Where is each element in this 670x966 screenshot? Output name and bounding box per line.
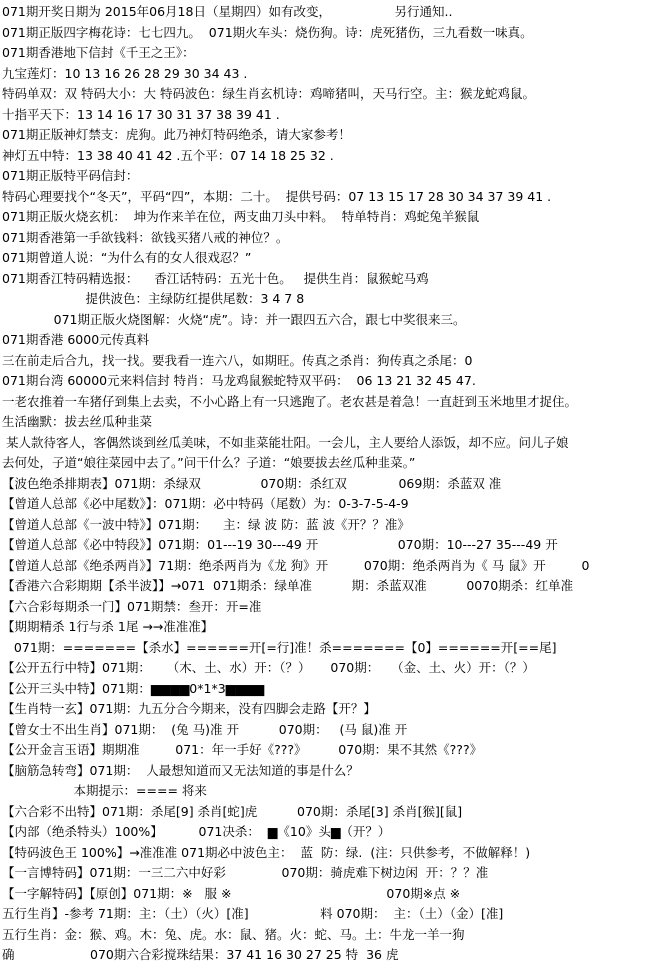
text-line: 071期香港地下信封《千王之王》： bbox=[2, 45, 195, 60]
text-line: 【脑筋急转弯】071期： 人最想知道而又无法知道的事是什么？ bbox=[2, 762, 359, 778]
text-line: 【六合彩每期杀一门】071期禁：叁开：开=准 bbox=[2, 598, 262, 614]
text-line: 【内部（绝杀特头）100%】 071决杀： ▆《10》头▆（开？） bbox=[2, 824, 391, 839]
text-line: 071期正版四字梅花诗：七七四九。 071期火车头：烧伤狗。诗：虎死猪伤，三九看数一味真。 bbox=[2, 24, 533, 40]
text-line: 【公开三头中特】071期：▆▆▆▆0*1*3▆▆▆▆ bbox=[2, 680, 265, 696]
text-line: 071期香港第一手欲钱料：欲钱买猪八戒的神位？。 bbox=[2, 229, 289, 245]
text-line: 特码单双：双 特码大小：大 特码波色：绿生肖玄机诗：鸡啼猪叫，天马行空。主：猴龙蛇鸡鼠。 bbox=[2, 86, 535, 101]
text-line: 五行生肖：金：猴、鸡。木：兔、虎。水：鼠、猪。火：蛇、马。土：牛龙一羊一狗 bbox=[2, 926, 465, 942]
text-line: 特码心理要找个“冬天”，平码“四”，本期：二十。 提供号码：07 13 15 17 28 30 34 37 39 41 . bbox=[2, 188, 552, 204]
text-line: 【期期精杀 1行与杀 1尾 →→准准准】 bbox=[2, 619, 214, 634]
text-line: 【曾女士不出生肖】071期： (兔 马)准 开 070期： (马 鼠)准 开 bbox=[2, 721, 408, 737]
text-line: 【一字解特码】【原创】071期：※ 服 ※ 070期※点 ※ bbox=[2, 885, 461, 901]
text-line: 十指平天下：13 14 16 17 30 31 37 38 39 41 . bbox=[2, 106, 280, 122]
text-line: 【公开五行中特】071期： （木、土、水）开：（？） 070期： （金、土、火）开：（？） bbox=[2, 660, 535, 675]
text-line: 071期开奖日期为 2015年06月18日（星期四）如有改变， 另行通知.. bbox=[2, 4, 453, 19]
text-line: 五行生肖】-参考 71期：主：（土）（火）[准] 料 070期： 主：（土）（金）[准] bbox=[2, 906, 504, 921]
text-line: 071期曾道人说：“为什么有的女人很戏忍？” bbox=[2, 250, 252, 265]
text-line: 【香港六合彩期期【杀半波】】→071 071期杀：绿单准 期：杀蓝双准 0070期杀：红单准 bbox=[2, 578, 574, 593]
text-line: 确 070期六合彩搅珠结果：37 41 16 30 27 25 特 36 虎 bbox=[2, 947, 399, 962]
text-line: 071期香江特码精选报： 香江话特码：五光十色。 提供生肖：鼠猴蛇马鸡 bbox=[2, 270, 429, 286]
text-line: 【六合彩不出特】071期：杀尾[9] 杀肖[蛇]虎 070期：杀尾[3] 杀肖[猴][鼠] bbox=[2, 803, 463, 819]
text-line: 【曾道人总部《必中特段》】071期：01---19 30---49 开 070期：10---27 35---49 开 bbox=[2, 537, 558, 552]
text-line: 【一言博特码】071期：一三二六中好彩 070期：骑虎难下树边闲 开：？？准 bbox=[2, 865, 489, 880]
text-line: 提供波色：主绿防红提供尾数：3 4 7 8 bbox=[2, 291, 305, 306]
text-line: 九宝莲灯：10 13 16 26 28 29 30 34 43 . bbox=[2, 65, 248, 81]
text-line: 三在前走后合九，找一找。要我看一连六八，如期旺。传真之杀肖：狗传真之杀尾：0 bbox=[2, 352, 473, 368]
text-line: 【曾道人总部《必中尾数》】：071期：必中特码（尾数）为：0-3-7-5-4-9 bbox=[2, 496, 409, 511]
text-line: 【波色绝杀排期表】071期：杀绿双 070期：杀红双 069期：杀蓝双 准 bbox=[2, 475, 502, 491]
text-line: 【生肖特一玄】071期：九五分合今期来，没有四脚会走路【开？】 bbox=[2, 701, 376, 716]
text-line: 【特码波色王 100%】→准准准 071期必中波色主： 蓝 防：绿. (注：只供参考，不做解释！) bbox=[2, 844, 531, 860]
text-line: 071期：=======【杀水】======开[=行]准！杀=======【0】======开[==尾] bbox=[2, 639, 557, 655]
text-line: 071期正版神灯禁支：虎狗。此乃神灯特码绝杀，请大家参考！ bbox=[2, 127, 351, 142]
text-line: 生活幽默：拔去丝瓜种韭菜 bbox=[2, 414, 153, 429]
text-line: 神灯五中特：13 38 40 41 42 .五个平：07 14 18 25 32 . bbox=[2, 147, 334, 163]
text-line: 071期正版特平码信封： bbox=[2, 168, 139, 183]
text-line: 071期台湾 60000元来料信封 特肖：马龙鸡鼠猴蛇特双平码： 06 13 21 32 45 47. bbox=[2, 373, 476, 388]
text-line: 【公开金言玉语】期期准 071：年一手好《???》 070期：果不其然《???》 bbox=[2, 742, 483, 757]
text-line: 一老农推着一车猪仔到集上去卖，不小心路上有一只逃跑了。老农甚是着急！一直赶到玉米地里才捉住。 bbox=[2, 393, 578, 409]
text-line: 去何处，子道“娘往菜园中去了。”问干什么？子道：“娘要拔去丝瓜种韭菜。” bbox=[2, 455, 416, 470]
text-line: 【曾道人总部《一波中特》】071期： 主：绿 波 防：蓝 波《开？？准》 bbox=[2, 516, 410, 532]
text-line: 071期正版火烧玄机： 坤为作来羊在位，两支曲刀头中料。 特单特肖：鸡蛇兔羊猴鼠 bbox=[2, 209, 480, 224]
text-line: 【曾道人总部《绝杀两肖》】71期：绝杀两肖为《龙 狗》开 070期：绝杀两肖为《 马 鼠》开 0 bbox=[2, 557, 590, 573]
text-line: 某人款待客人，客偶然谈到丝瓜美味，不如韭菜能壮阳。一会儿，主人要给人添饭，却不应。问儿子娘 bbox=[2, 434, 569, 450]
text-line: 071期香港 6000元传真料 bbox=[2, 332, 150, 347]
text-line: 本期提示：==== 将来 bbox=[2, 783, 207, 798]
text-line: 071期正版火烧图解：火烧“虎”。诗：并一跟四五六合，跟七中奖很来三。 bbox=[2, 311, 466, 327]
